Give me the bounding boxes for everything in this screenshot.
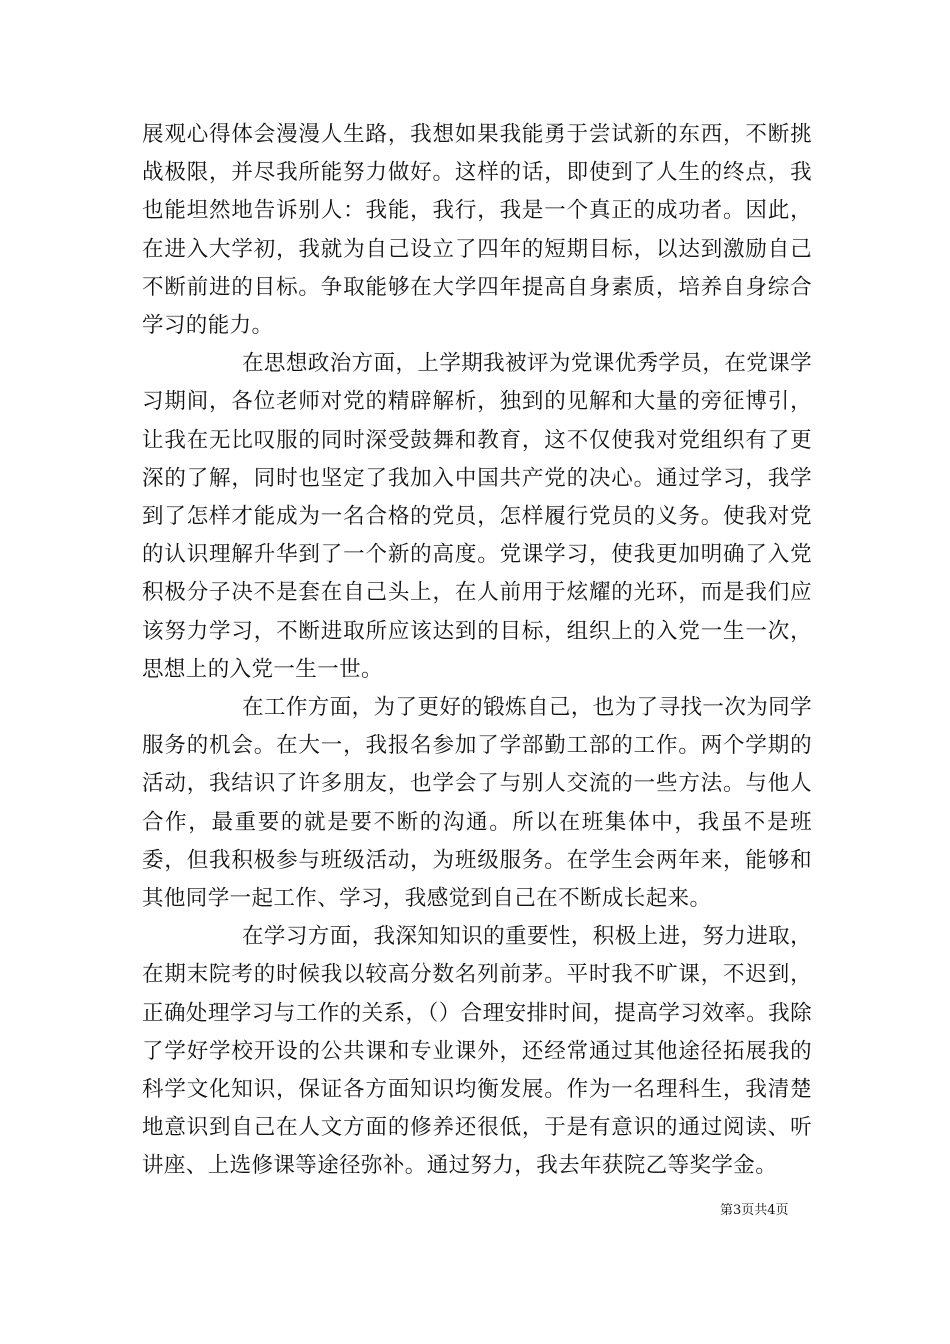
document-body (142, 116, 812, 1186)
page-number-footer: 第3页共4页 (720, 1203, 789, 1218)
paragraph-intro: 展观心得体会漫漫人生路，我想如果我能勇于尝试新的东西，不断挑战极限，并尽我所能努力做好。这样的话，即使到了人生的终点，我也能坦然地告诉别人：我能，我行，我是一个真正的成功者。因此，在进入大学初，我就为自己设立了四年的短期目标，以达到激励自己不断前进的目标。争取能够在大学四年提高自身素质，培养自身综合学习的能力。 (142, 122, 812, 339)
paragraph-work: 在工作方面，为了更好的锻炼自己，也为了寻找一次为同学服务的机会。在大一，我报名参加了学部勤工部的工作。两个学期的活动，我结识了许多朋友，也学会了与别人交流的一些方法。与他人合作，最重要的就是要不断的沟通。所以在班集体中，我虽不是班委，但我积极参与班级活动，为班级服务。在学生会两年来，能够和其他同学一起工作、学习，我感觉到自己在不断成长起来。 (142, 695, 812, 912)
paragraph-study: 在学习方面，我深知知识的重要性，积极上进，努力进取，在期末院考的时候我以较高分数名列前茅。平时我不旷课，不迟到，正确处理学习与工作的关系，（）合理安排时间，提高学习效率。我除了学好学校开设的公共课和专业课外，还经常通过其他途径拓展我的科学文化知识，保证各方面知识均衡发展。作为一名理科生，我清楚地意识到自己在人文方面的修养还很低，于是有意识的通过阅读、听讲座、上选修课等途径弥补。通过努力，我去年获院乙等奖学金。 (142, 924, 812, 1179)
paragraph-politics: 在思想政治方面，上学期我被评为党课优秀学员，在党课学习期间，各位老师对党的精辟解析，独到的见解和大量的旁征博引，让我在无比叹服的同时深受鼓舞和教育，这不仅使我对党组织有了更深的了解，同时也坚定了我加入中国共产党的决心。通过学习，我学到了怎样才能成为一名合格的党员，怎样履行党员的义务。使我对党的认识理解升华到了一个新的高度。党课学习，使我更加明确了入党积极分子决不是套在自己头上，在人前用于炫耀的光环，而是我们应该努力学习，不断进取所应该达到的目标，组织上的入党一生一次，思想上的入党一生一世。 (142, 351, 812, 682)
